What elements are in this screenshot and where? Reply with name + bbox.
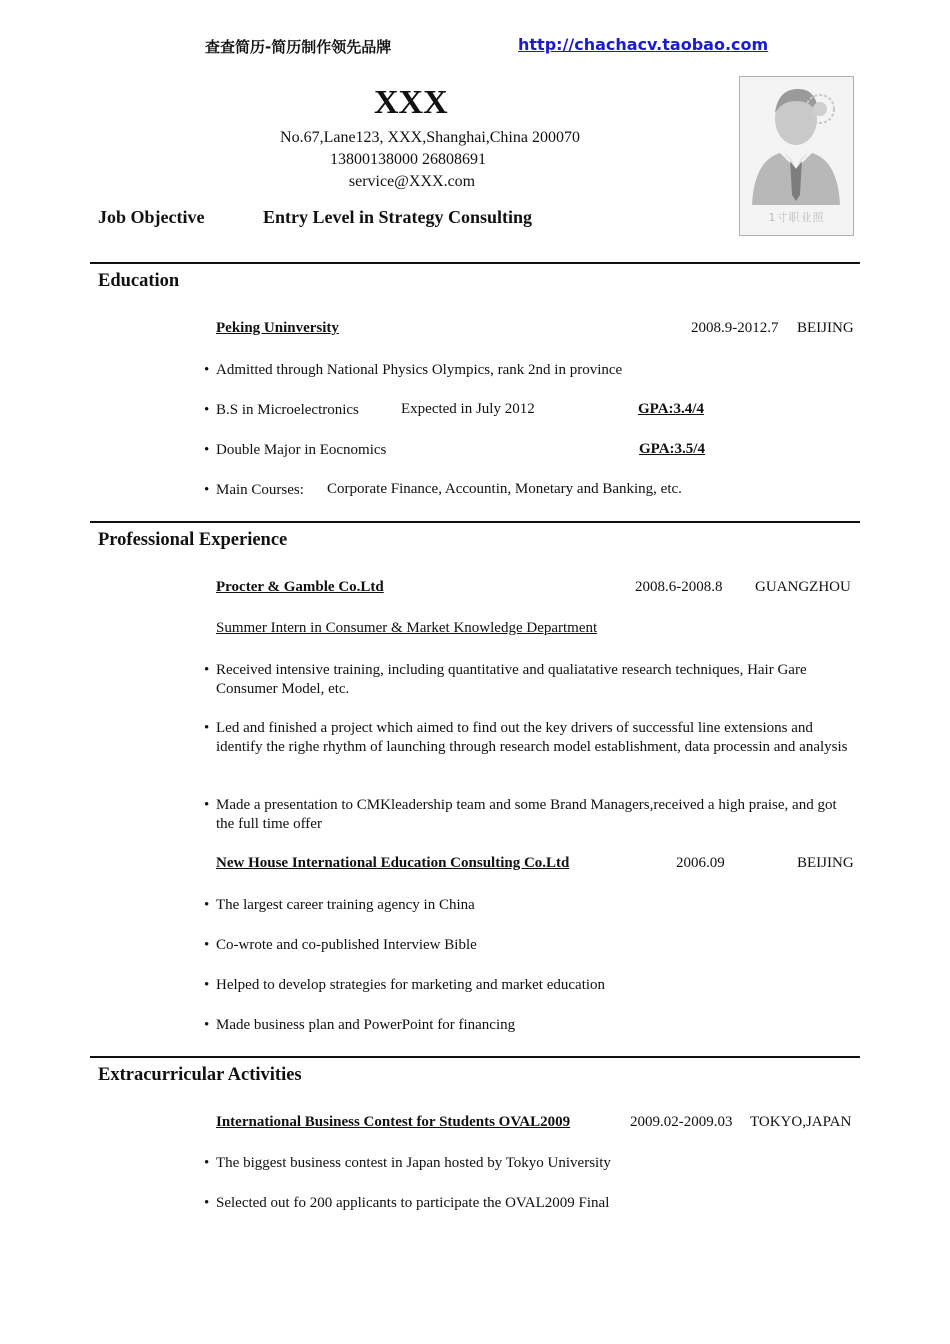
list-item: • Helped to develop strategies for marketing and market education [204,977,606,993]
list-item: • The largest career training agency in China [204,897,475,913]
address: No.67,Lane123, XXX,Shanghai,China 200070 [280,129,580,146]
list-item: • Main Courses: [204,482,304,498]
list-item: • Made business plan and PowerPoint for financing [204,1017,516,1033]
job-location: BEIJING [797,855,854,871]
email: service@XXX.com [348,173,476,190]
objective-label: Job Objective [98,207,205,227]
job-role: Summer Intern in Consumer & Market Knowledge Department [216,620,598,636]
section-divider [90,521,860,523]
job-location: GUANGZHOU [755,579,851,595]
section-divider [90,1056,860,1058]
photo-caption: 1寸职业照 [768,211,825,224]
list-item: • Double Major in Eocnomics [204,442,387,458]
education-heading: Education [98,271,180,291]
courses: Corporate Finance, Accountin, Monetary and Banking, etc. [327,481,682,497]
list-item: • Selected out fo 200 applicants to participate the OVAL2009 Final [204,1195,610,1211]
gpa-major: GPA:3.4/4 [638,401,704,417]
list-item: • Co-wrote and co-published Interview Bible [204,937,477,953]
objective-value: Entry Level in Strategy Consulting [263,207,533,227]
company-name: Procter & Gamble Co.Ltd [216,579,384,595]
job-dates: 2008.6-2008.8 [635,579,723,595]
phone-numbers: 13800138000 26808691 [330,151,486,168]
list-item: • The biggest business contest in Japan hosted by Tokyo University [204,1155,611,1171]
experience-heading: Professional Experience [98,530,288,550]
event-name: International Business Contest for Students OVAL2009 [216,1114,571,1130]
education-dates: 2008.9-2012.7 [691,320,779,336]
brand-slogan: 查查简历-简历制作领先品牌 [205,38,392,56]
event-location: TOKYO,JAPAN [750,1114,852,1130]
event-dates: 2009.02-2009.03 [630,1114,733,1130]
job-dates: 2006.09 [676,855,725,871]
school-name: Peking Uninversity [216,320,339,336]
candidate-name: XXX [374,84,448,121]
list-item: • Led and finished a project which aimed to find out the key drivers of successful line extensions and identify the righe rhythm of launching through research model establishment, data processin and analysis [204,720,848,755]
section-divider [90,262,860,264]
list-item: • Received intensive training, including quantitative and qualiatative research techniques, Hair Gare Consumer Model, etc. [204,662,807,697]
expected-graduation: Expected in July 2012 [401,401,535,417]
gpa-double-major: GPA:3.5/4 [639,441,705,457]
photo-placeholder [739,76,854,236]
list-item: • B.S in Microelectronics [204,402,359,418]
list-item: • Made a presentation to CMKleadership team and some Brand Managers,received a high praise, and got the full time offer [204,797,837,832]
education-location: BEIJING [797,320,854,336]
activities-heading: Extracurricular Activities [98,1065,302,1085]
list-item: • Admitted through National Physics Olympics, rank 2nd in province [204,362,623,378]
shop-link[interactable]: http://chachacv.taobao.com [518,35,769,54]
company-name: New House International Education Consulting Co.Ltd [216,855,570,871]
